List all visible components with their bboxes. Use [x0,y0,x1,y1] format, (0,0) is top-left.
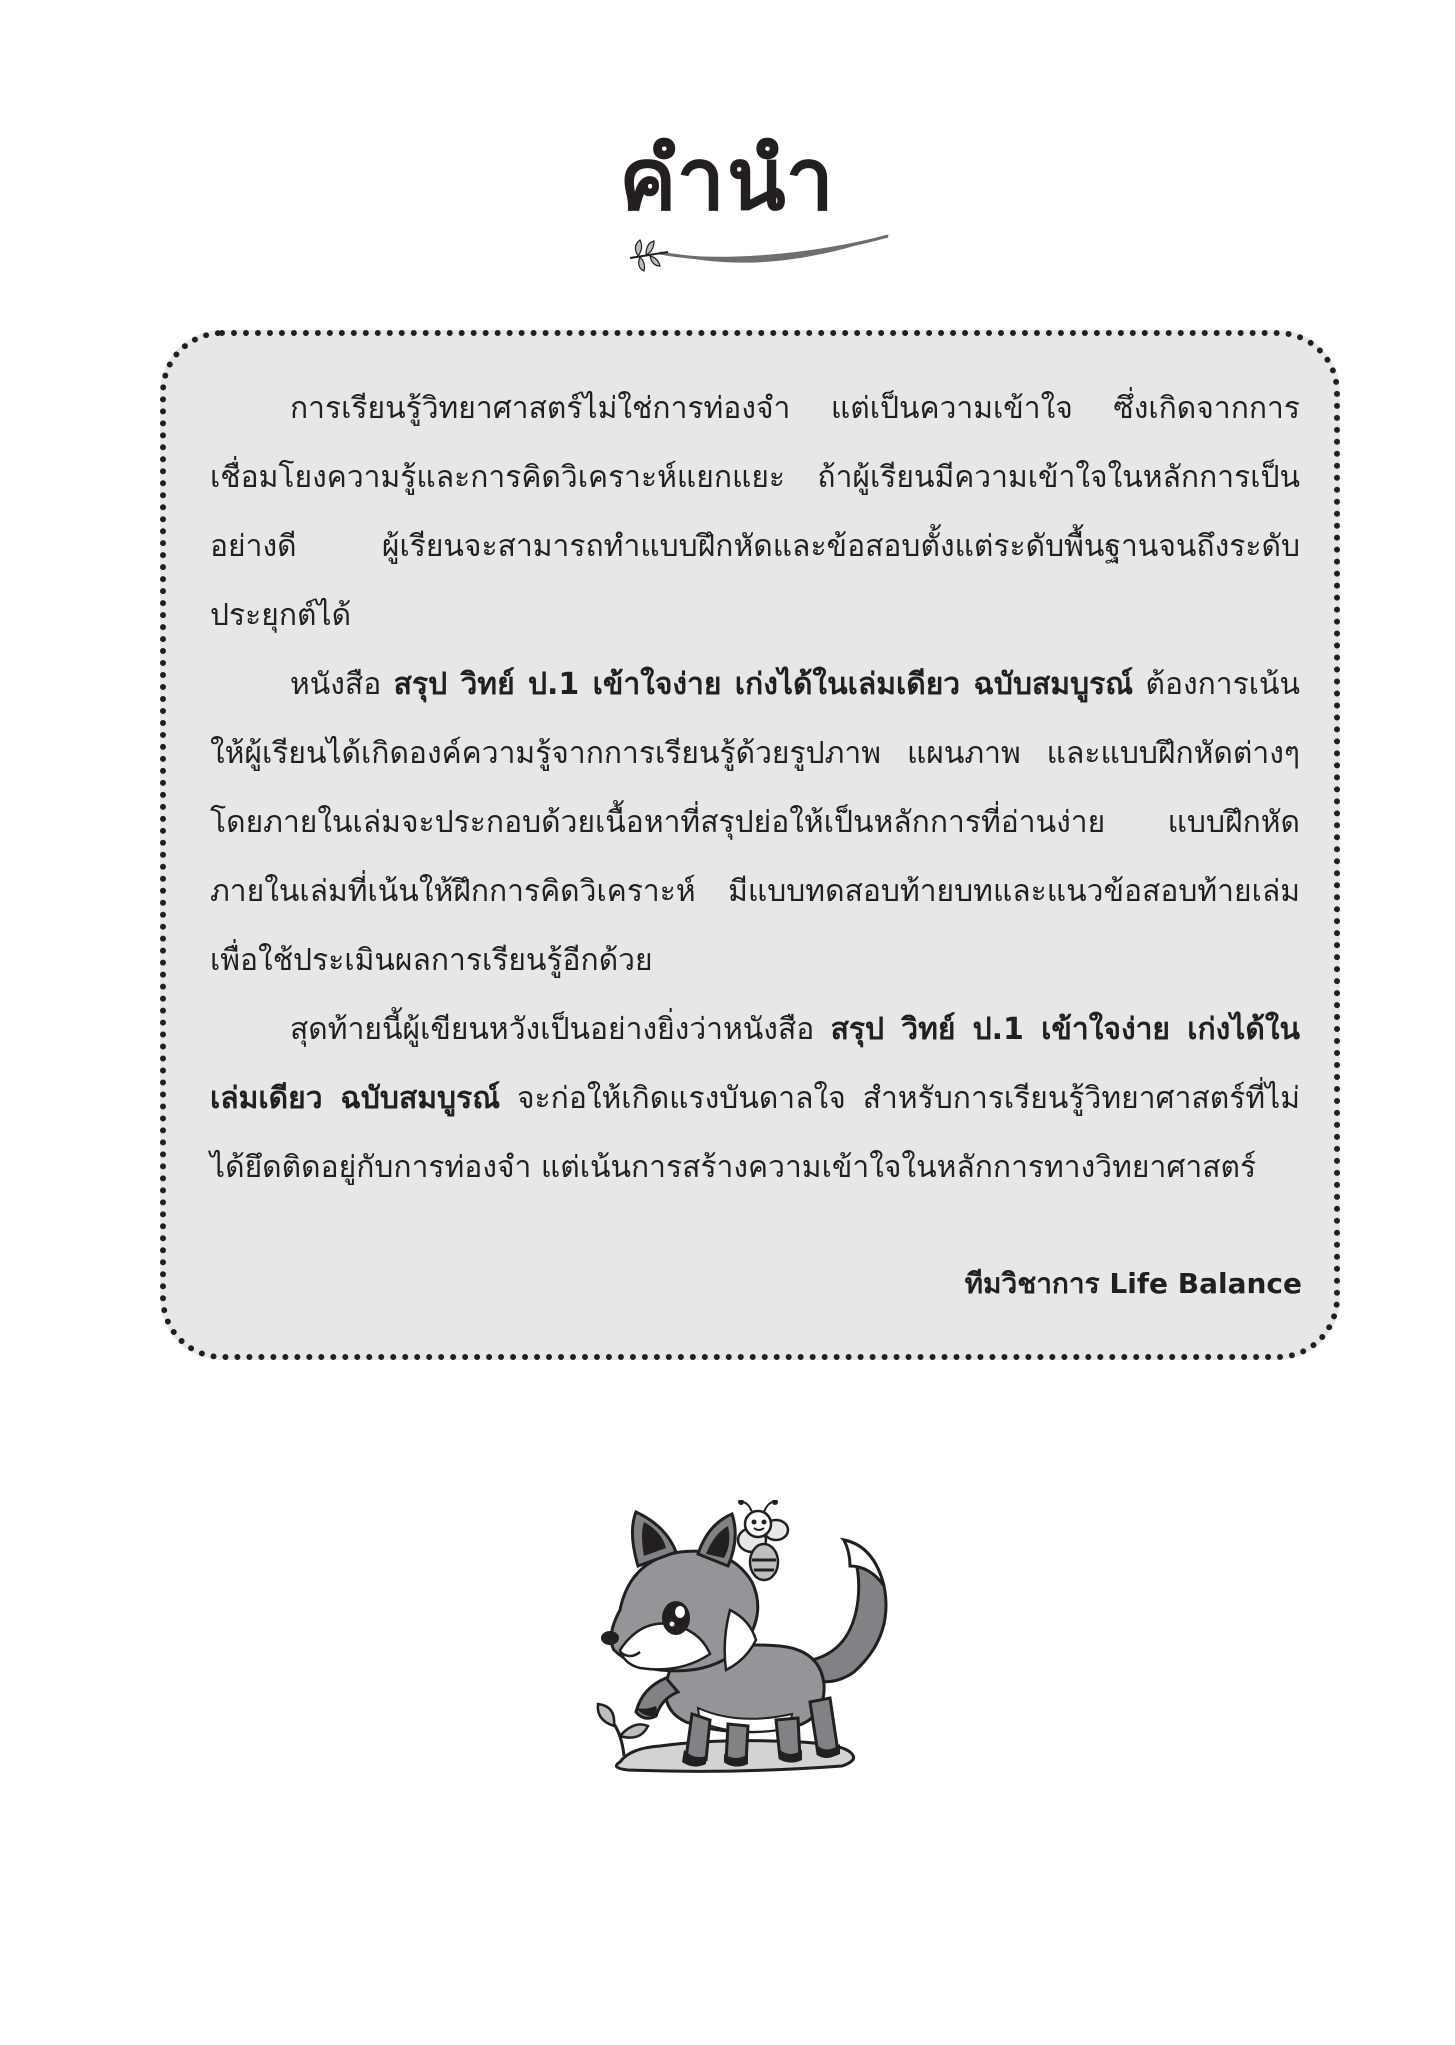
paragraph-2-prefix: หนังสือ [290,667,394,702]
foreword-paragraph-1 [210,374,1300,650]
paragraph-3-prefix: สุดท้ายนี้ผู้เขียนหวังเป็นอย่างยิ่งว่าหนังสือ [290,1012,831,1047]
bee-icon [738,1500,788,1580]
paragraph-1-text: การเรียนรู้วิทยาศาสตร์ไม่ใช่การท่องจำ แต่เป็นความเข้าใจ ซึ่งเกิดจากการเชื่อมโยงความรู้และการคิดวิเคราะห์แยกแยะ ถ้าผู้เรียนมีความเข้าใจในหลักการเป็นอย่างดี ผู้เรียนจะสามารถทำแบบฝึกหัดและข้อสอบตั้งแต่ระดับพื้นฐานจนถึงระดับประยุกต์ได้ [210,391,1300,633]
foreword-paragraph-3 [210,995,1300,1202]
book-title: สรุป วิทย์ ป.1 เข้าใจง่าย เก่งได้ในเล่มเดียว ฉบับสมบูรณ์ [393,667,1134,702]
signature: ทีมวิชาการ Life Balance [964,1267,1302,1300]
paragraph-2-suffix: ต้องการเน้นให้ผู้เรียนได้เกิดองค์ความรู้จากการเรียนรู้ด้วยรูปภาพ แผนภาพ และแบบฝึกหัดต่างๆ โดยภายในเล่มจะประกอบด้วยเนื้อหาที่สรุปย่อให้เป็นหลักการที่อ่านง่าย แบบฝึกหัดภายในเล่มที่เน้นให้ฝึกการคิดวิเคราะห์ มีแบบทดสอบท้ายบทและแนวข้อสอบท้ายเล่ม เพื่อใช้ประเมินผลการเรียนรู้อีกด้วย [210,667,1301,978]
book-title: สรุป วิทย์ ป.1 เข้าใจง่าย เก่งได้ในเล่มเดียว ฉบับสมบูรณ์ [210,1012,1300,1116]
page-title: คำนำ [619,130,836,230]
foreword-paragraph-2 [210,650,1300,995]
title-swoosh-icon [620,222,900,282]
foreword-text [210,374,1300,1202]
fox-with-bee-icon [580,1500,920,1800]
paragraph-3-suffix: จะก่อให้เกิดแรงบันดาลใจ สำหรับการเรียนรู้วิทยาศาสตร์ที่ไม่ได้ยึดติดอยู่กับการท่องจำ แต่เน้นการสร้างความเข้าใจในหลักการทางวิทยาศาสตร์ [210,1081,1300,1185]
